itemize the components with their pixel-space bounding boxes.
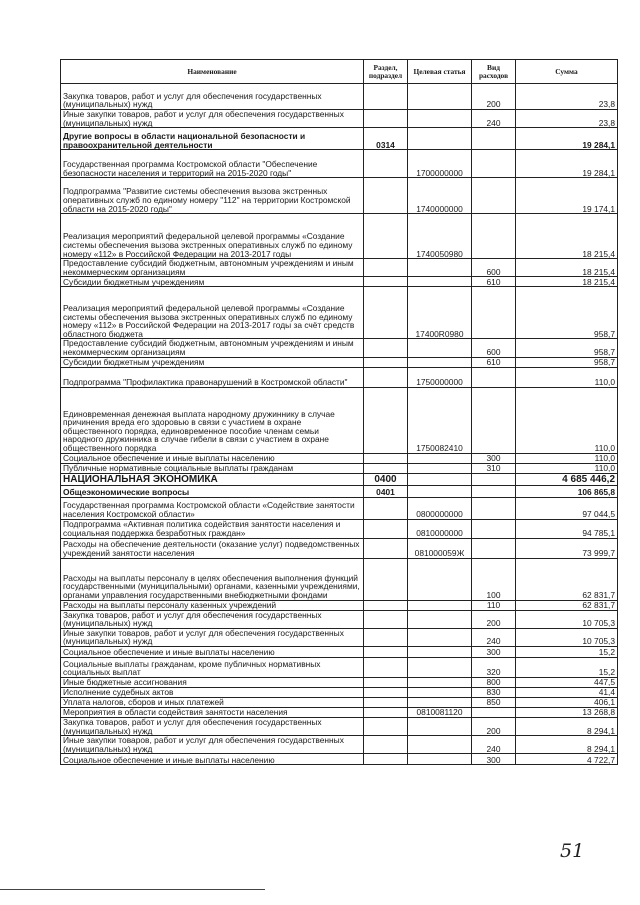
cell-type xyxy=(472,367,516,387)
table-row xyxy=(61,538,618,558)
cell-type: 300 xyxy=(472,646,516,657)
cell-type: 600 xyxy=(472,339,516,357)
cell-type: 610 xyxy=(472,277,516,287)
table-row xyxy=(61,677,618,687)
cell-name: Подпрограмма «Активная политика содействия занятости населения и социальная поддержка безработных граждан» xyxy=(61,519,364,538)
table-row xyxy=(61,178,618,214)
table-row xyxy=(61,473,618,485)
cell-target xyxy=(408,628,472,646)
cell-section xyxy=(364,519,408,538)
cell-target: 0810081120 xyxy=(408,707,472,717)
table-row xyxy=(61,657,618,677)
table-row xyxy=(61,367,618,387)
cell-sum: 110,0 xyxy=(516,453,618,463)
cell-section: 0400 xyxy=(364,473,408,485)
cell-type: 610 xyxy=(472,357,516,367)
cell-name: Социальное обеспечение и иные выплаты населению xyxy=(61,453,364,463)
cell-name: Иные бюджетные ассигнования xyxy=(61,677,364,687)
cell-sum: 406,1 xyxy=(516,697,618,707)
cell-name: Подпрограмма "Профилактика правонарушений в Костромской области" xyxy=(61,367,364,387)
table-row xyxy=(61,259,618,277)
table-row xyxy=(61,754,618,765)
table-row xyxy=(61,600,618,610)
cell-target xyxy=(408,259,472,277)
cell-section xyxy=(364,538,408,558)
cell-section xyxy=(364,339,408,357)
cell-type: 850 xyxy=(472,697,516,707)
table-row xyxy=(61,736,618,754)
cell-type xyxy=(472,128,516,150)
cell-type: 200 xyxy=(472,717,516,735)
cell-target: 1740000000 xyxy=(408,178,472,214)
cell-type xyxy=(472,387,516,453)
cell-target xyxy=(408,657,472,677)
cell-type: 300 xyxy=(472,453,516,463)
cell-target xyxy=(408,717,472,735)
cell-type xyxy=(472,287,516,339)
cell-target xyxy=(408,463,472,473)
cell-section xyxy=(364,677,408,687)
cell-target: 0810000000 xyxy=(408,519,472,538)
table-row xyxy=(61,628,618,646)
cell-sum: 73 999,7 xyxy=(516,538,618,558)
cell-target xyxy=(408,558,472,600)
footer-rule xyxy=(0,889,265,890)
header-type: Вид расходов xyxy=(472,60,516,84)
cell-name: Мероприятия в области содействия занятости населения xyxy=(61,707,364,717)
cell-sum: 10 705,3 xyxy=(516,610,618,628)
cell-type: 100 xyxy=(472,558,516,600)
table-row xyxy=(61,84,618,110)
cell-type: 240 xyxy=(472,110,516,128)
table-row xyxy=(61,287,618,339)
cell-sum: 15,2 xyxy=(516,646,618,657)
cell-name: Иные закупки товаров, работ и услуг для обеспечения государственных (муниципальных) нужд xyxy=(61,736,364,754)
cell-type xyxy=(472,214,516,259)
cell-target xyxy=(408,687,472,697)
cell-sum: 958,7 xyxy=(516,287,618,339)
cell-section xyxy=(364,646,408,657)
cell-name: Закупка товаров, работ и услуг для обеспечения государственных (муниципальных) нужд xyxy=(61,717,364,735)
header-target: Целевая статья xyxy=(408,60,472,84)
cell-type xyxy=(472,485,516,497)
table-row xyxy=(61,646,618,657)
cell-name: Расходы на выплаты персоналу в целях обеспечения выполнения функций государственными (муниципальными) органами, казенными учреждениями, органами управления государственными внебюджетными фондами xyxy=(61,558,364,600)
table-row xyxy=(61,717,618,735)
cell-section xyxy=(364,287,408,339)
cell-type xyxy=(472,178,516,214)
cell-sum: 8 294,1 xyxy=(516,736,618,754)
cell-type: 200 xyxy=(472,84,516,110)
table-body xyxy=(61,84,618,765)
cell-section xyxy=(364,387,408,453)
cell-section xyxy=(364,277,408,287)
table-row xyxy=(61,558,618,600)
cell-section xyxy=(364,214,408,259)
cell-name: Реализация мероприятий федеральной целевой программы «Создание системы обеспечения вызова экстренных оперативных служб по единому номеру «112» в Российской Федерации на 2013-2017 годы за счёт средств областного бюджета xyxy=(61,287,364,339)
cell-name: Субсидии бюджетным учреждениям xyxy=(61,357,364,367)
cell-target: 1750000000 xyxy=(408,367,472,387)
cell-section xyxy=(364,610,408,628)
cell-section xyxy=(364,754,408,765)
cell-sum: 4 722,7 xyxy=(516,754,618,765)
cell-section: 0314 xyxy=(364,128,408,150)
cell-name: Государственная программа Костромской области "Обеспечение безопасности населения и территорий на 2015-2020 годы" xyxy=(61,150,364,178)
cell-name: Закупка товаров, работ и услуг для обеспечения государственных (муниципальных) нужд xyxy=(61,610,364,628)
cell-name: Социальное обеспечение и иные выплаты населению xyxy=(61,646,364,657)
cell-name: Социальное обеспечение и иные выплаты населению xyxy=(61,754,364,765)
budget-table xyxy=(60,59,618,765)
cell-type: 830 xyxy=(472,687,516,697)
cell-type xyxy=(472,519,516,538)
cell-target xyxy=(408,754,472,765)
cell-type xyxy=(472,538,516,558)
table-row xyxy=(61,463,618,473)
table-row xyxy=(61,214,618,259)
cell-sum: 19 174,1 xyxy=(516,178,618,214)
table-row xyxy=(61,497,618,519)
cell-name: Расходы на обеспечение деятельности (оказание услуг) подведомственных учреждений занятости населения xyxy=(61,538,364,558)
cell-target xyxy=(408,697,472,707)
cell-name: Уплата налогов, сборов и иных платежей xyxy=(61,697,364,707)
table-row xyxy=(61,687,618,697)
table-row xyxy=(61,128,618,150)
table-row xyxy=(61,110,618,128)
cell-target: 081000059Ж xyxy=(408,538,472,558)
cell-type xyxy=(472,473,516,485)
cell-type: 320 xyxy=(472,657,516,677)
cell-name: Расходы на выплаты персоналу казенных учреждений xyxy=(61,600,364,610)
cell-sum: 958,7 xyxy=(516,357,618,367)
cell-section xyxy=(364,717,408,735)
cell-name: Подпрограмма "Развитие системы обеспечения вызова экстренных оперативных служб по единому номеру "112" на территории Костромской области на 2015-2020 годы" xyxy=(61,178,364,214)
table-row xyxy=(61,697,618,707)
cell-section xyxy=(364,600,408,610)
table-row xyxy=(61,357,618,367)
header-name: Наименование xyxy=(61,60,364,84)
cell-type: 300 xyxy=(472,754,516,765)
cell-sum: 8 294,1 xyxy=(516,717,618,735)
cell-section xyxy=(364,707,408,717)
cell-sum: 13 268,8 xyxy=(516,707,618,717)
cell-type xyxy=(472,497,516,519)
cell-type: 600 xyxy=(472,259,516,277)
cell-section xyxy=(364,628,408,646)
table-row xyxy=(61,707,618,717)
cell-section xyxy=(364,736,408,754)
table-row xyxy=(61,277,618,287)
cell-type xyxy=(472,707,516,717)
cell-target xyxy=(408,677,472,687)
table-header-row xyxy=(61,60,618,84)
cell-sum: 958,7 xyxy=(516,339,618,357)
cell-target xyxy=(408,736,472,754)
cell-name: Предоставление субсидий бюджетным, автономным учреждениям и иным некоммерческим организациям xyxy=(61,339,364,357)
table-row xyxy=(61,150,618,178)
cell-name: Иные закупки товаров, работ и услуг для обеспечения государственных (муниципальных) нужд xyxy=(61,110,364,128)
cell-section xyxy=(364,687,408,697)
cell-type: 240 xyxy=(472,628,516,646)
cell-target xyxy=(408,485,472,497)
cell-type: 240 xyxy=(472,736,516,754)
cell-sum: 62 831,7 xyxy=(516,558,618,600)
cell-section xyxy=(364,497,408,519)
cell-sum: 4 685 446,2 xyxy=(516,473,618,485)
page-number: 51 xyxy=(560,840,585,862)
cell-sum: 18 215,4 xyxy=(516,259,618,277)
cell-sum: 23,8 xyxy=(516,84,618,110)
cell-target: 1700000000 xyxy=(408,150,472,178)
cell-target xyxy=(408,357,472,367)
table-row xyxy=(61,519,618,538)
cell-sum: 10 705,3 xyxy=(516,628,618,646)
cell-target xyxy=(408,610,472,628)
cell-target: 1740050980 xyxy=(408,214,472,259)
table-row xyxy=(61,339,618,357)
cell-target xyxy=(408,128,472,150)
table-row xyxy=(61,453,618,463)
cell-target xyxy=(408,473,472,485)
cell-target xyxy=(408,110,472,128)
cell-target xyxy=(408,84,472,110)
table-row xyxy=(61,485,618,497)
cell-name: Государственная программа Костромской области «Содействие занятости населения Костромской области» xyxy=(61,497,364,519)
cell-name: Социальные выплаты гражданам, кроме публичных нормативных социальных выплат xyxy=(61,657,364,677)
cell-target xyxy=(408,277,472,287)
cell-target xyxy=(408,339,472,357)
cell-sum: 110,0 xyxy=(516,387,618,453)
header-section: Раздел, подраздел xyxy=(364,60,408,84)
cell-name: Общеэкономические вопросы xyxy=(61,485,364,497)
cell-name: Иные закупки товаров, работ и услуг для обеспечения государственных (муниципальных) нужд xyxy=(61,628,364,646)
cell-sum: 19 284,1 xyxy=(516,150,618,178)
cell-name: Закупка товаров, работ и услуг для обеспечения государственных (муниципальных) нужд xyxy=(61,84,364,110)
cell-section xyxy=(364,367,408,387)
cell-target: 17400R0980 xyxy=(408,287,472,339)
cell-sum: 41,4 xyxy=(516,687,618,697)
cell-name: Исполнение судебных актов xyxy=(61,687,364,697)
cell-name: Другие вопросы в области национальной безопасности и правоохранительной деятельности xyxy=(61,128,364,150)
cell-section: 0401 xyxy=(364,485,408,497)
cell-target: 1750082410 xyxy=(408,387,472,453)
cell-sum: 94 785,1 xyxy=(516,519,618,538)
cell-target xyxy=(408,453,472,463)
cell-type xyxy=(472,150,516,178)
header-sum: Сумма xyxy=(516,60,618,84)
cell-section xyxy=(364,657,408,677)
cell-target xyxy=(408,600,472,610)
cell-section xyxy=(364,463,408,473)
cell-section xyxy=(364,357,408,367)
cell-sum: 106 865,8 xyxy=(516,485,618,497)
cell-name: Предоставление субсидий бюджетным, автономным учреждениям и иным некоммерческим организациям xyxy=(61,259,364,277)
cell-section xyxy=(364,558,408,600)
cell-sum: 18 215,4 xyxy=(516,214,618,259)
cell-section xyxy=(364,84,408,110)
cell-sum: 447,5 xyxy=(516,677,618,687)
cell-name: Реализация мероприятий федеральной целевой программы «Создание системы обеспечения вызова экстренных оперативных служб по единому номеру «112» в Российской Федерации на 2013-2017 годы xyxy=(61,214,364,259)
cell-name: Субсидии бюджетным учреждениям xyxy=(61,277,364,287)
cell-sum: 97 044,5 xyxy=(516,497,618,519)
cell-type: 110 xyxy=(472,600,516,610)
cell-section xyxy=(364,178,408,214)
cell-section xyxy=(364,259,408,277)
cell-target: 0800000000 xyxy=(408,497,472,519)
cell-target xyxy=(408,646,472,657)
table-row xyxy=(61,610,618,628)
cell-sum: 15,2 xyxy=(516,657,618,677)
cell-section xyxy=(364,697,408,707)
cell-sum: 110,0 xyxy=(516,367,618,387)
cell-sum: 110,0 xyxy=(516,463,618,473)
cell-type: 200 xyxy=(472,610,516,628)
cell-name: НАЦИОНАЛЬНАЯ ЭКОНОМИКА xyxy=(61,473,364,485)
cell-section xyxy=(364,110,408,128)
cell-sum: 19 284,1 xyxy=(516,128,618,150)
cell-sum: 62 831,7 xyxy=(516,600,618,610)
cell-sum: 18 215,4 xyxy=(516,277,618,287)
cell-section xyxy=(364,150,408,178)
cell-type: 310 xyxy=(472,463,516,473)
table-row xyxy=(61,387,618,453)
cell-name: Публичные нормативные социальные выплаты гражданам xyxy=(61,463,364,473)
cell-section xyxy=(364,453,408,463)
cell-sum: 23,8 xyxy=(516,110,618,128)
cell-type: 800 xyxy=(472,677,516,687)
cell-name: Единовременная денежная выплата народному дружиннику в случае причинения вреда его здоровью в связи с участием в охране общественного порядка, единовременное пособие членам семьи народного дружинника в случае гибели в связи с участием в охране общественного порядка xyxy=(61,387,364,453)
